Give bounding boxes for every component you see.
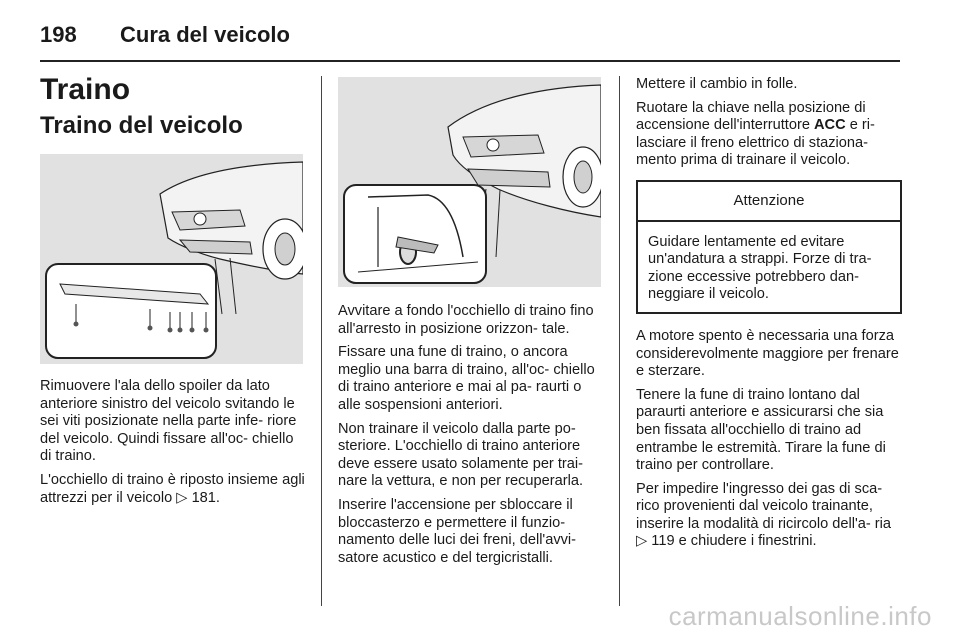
paragraph: Inserire l'accensione per sbloccare il bloccasterzo e permettere il funzio- namento delle luci dei freni, dell'avvi- satore acustico e del tergicristalli.: [338, 496, 577, 566]
warning-body: Guidare lentamente ed evitare un'andatura a strappi. Forze di tra- zione eccessive potrebbero dan- neggiare il veicolo.: [648, 233, 872, 303]
page-header: [40, 16, 900, 56]
triangle-arrow-icon: ▷: [636, 533, 648, 550]
paragraph: Tenere la fune di traino lontano dal paraurti anteriore e assicurarsi che sia ben fissata all'occhiello di traino ad entrambe le estremità. Tirare la fune di traino per controllare.: [636, 386, 886, 474]
page-number: 198: [40, 22, 77, 47]
column-divider-2: [619, 76, 620, 606]
subsection-title: Traino del veicolo: [40, 112, 243, 139]
paragraph-with-reference: Per impedire l'ingresso dei gas di sca- rico provenienti dal veicolo trainante, inserire la modalità di ricircolo dell'a- ria ▷ 119 e chiudere i finestrini.: [636, 480, 892, 550]
warning-box: [636, 180, 902, 314]
paragraph: Rimuovere l'ala dello spoiler da lato anteriore sinistro del veicolo svitando le sei viti posizionate nella parte infe- riore del veicolo. Quindi fissare all'oc- chiello di traino.: [40, 378, 297, 465]
watermark: carmanualsonline.info: [668, 601, 932, 631]
paragraph: Fissare una fune di traino, o ancora meglio una barra di traino, all'oc- chiello di traino anteriore e mai al pa- raurti o alle sospensioni anteriori.: [338, 344, 595, 413]
paragraph: Avvitare a fondo l'occhiello di traino fino all'arresto in posizione orizzon- tale.: [338, 303, 594, 337]
paragraph: Mettere il cambio in folle.: [636, 76, 798, 92]
paragraph: A motore spento è necessaria una forza considerevolmente maggiore per frenare e sterzare.: [636, 327, 899, 380]
column-3: [636, 76, 902, 557]
spoiler-removal-illustration: [40, 154, 303, 364]
section-title: Cura del veicolo: [120, 22, 290, 47]
column-2: [338, 77, 603, 573]
paragraph: Non trainare il veicolo dalla parte po- steriore. L'occhiello di traino anteriore deve essere usato solamente per trai- nare la vettura, e non per recuperarla.: [338, 420, 583, 490]
tow-eye-illustration: [338, 77, 601, 287]
column-divider-1: [321, 76, 322, 606]
paragraph-with-reference: L'occhiello di traino è riposto insieme agli attrezzi per il veicolo ▷ 181.: [40, 471, 305, 506]
chapter-title: Traino: [40, 73, 131, 106]
acc-label: ACC: [814, 117, 846, 134]
column-1: [40, 70, 306, 513]
warning-title: Attenzione: [638, 182, 900, 222]
triangle-arrow-icon: ▷: [176, 489, 188, 506]
paragraph-with-bold: Ruotare la chiave nella posizione di accensione dell'interruttore ACC e ri- lasciare il freno elettrico di staziona- mento prima di trainare il veicolo.: [636, 99, 875, 169]
header-rule: [40, 60, 900, 62]
